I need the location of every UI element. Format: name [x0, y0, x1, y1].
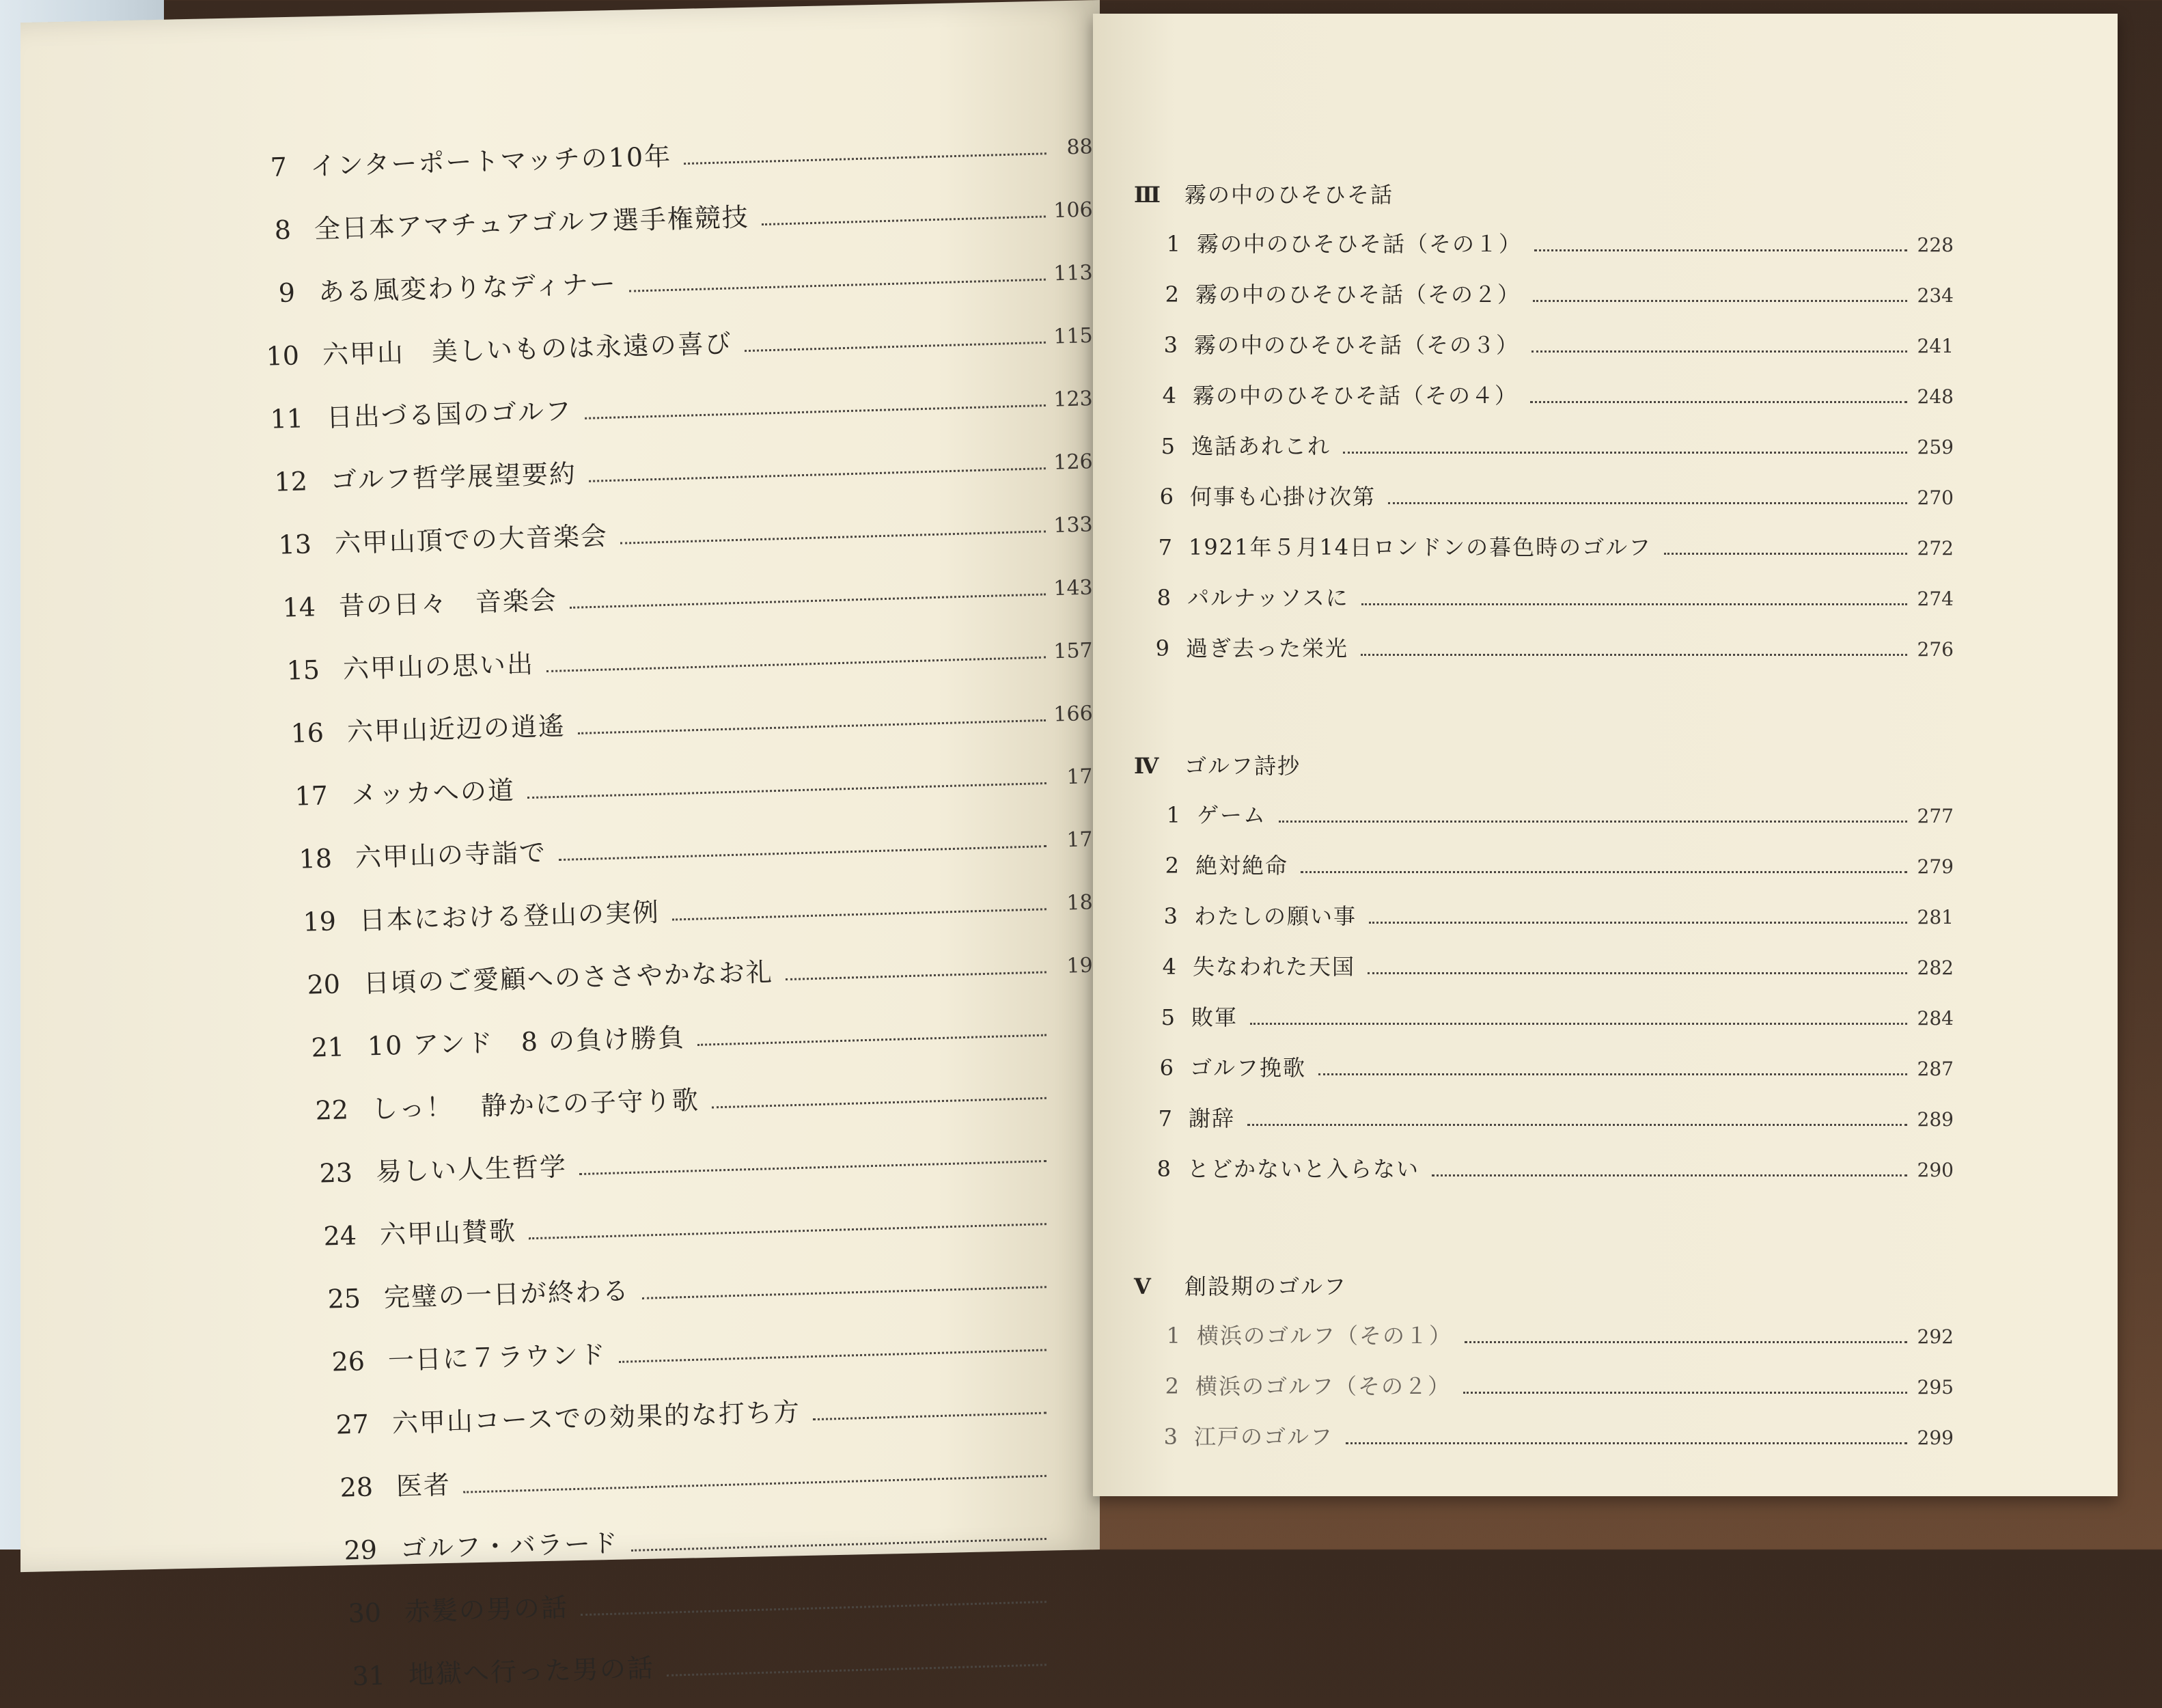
dot-leader: [619, 1349, 1047, 1362]
right-toc-list: [1134, 157, 1954, 1462]
entry-title: 六甲山の思い出: [342, 648, 535, 685]
dot-leader: [620, 530, 1046, 544]
dot-leader: [672, 908, 1047, 920]
page-number: 279: [1917, 855, 1954, 878]
section-numeral: Ⅳ: [1134, 753, 1161, 779]
entry-number: 3: [1163, 1424, 1178, 1450]
entry-title: メッカへの道: [350, 775, 516, 810]
page-number: 123: [1053, 387, 1094, 412]
entry-number: 30: [348, 1597, 382, 1629]
entry-number: 16: [290, 717, 324, 749]
dot-leader: [629, 279, 1046, 292]
entry-number: 28: [339, 1472, 374, 1503]
entry-title: 六甲山コースでの効果的な打ち方: [391, 1396, 801, 1439]
entry-title: わたしの願い事: [1194, 903, 1357, 929]
dot-leader: [1346, 1442, 1907, 1444]
entry-title: とどかないと入らない: [1187, 1156, 1420, 1182]
entry-number: 6: [1159, 1055, 1174, 1081]
entry-title: 日本における登山の実例: [359, 897, 661, 936]
toc-entry: [1148, 1411, 1954, 1462]
entry-title: 完璧の一日が終わる: [383, 1276, 630, 1313]
entry-title: ゴルフ・バラード: [400, 1528, 620, 1565]
entry-title: 敗軍: [1191, 1004, 1238, 1030]
toc-entry: [1146, 370, 1954, 421]
page-number: 284: [1917, 1007, 1954, 1030]
entry-title: 全日本アマチュアゴルフ選手権競技: [314, 202, 750, 245]
entry-title: 六甲山の寺詣で: [355, 837, 547, 873]
entry-number: 6: [1159, 484, 1174, 510]
section-spacer: [1134, 674, 1954, 728]
entry-title: 日頃のご愛顧へのささやかなお礼: [363, 956, 774, 999]
page-number: 157: [1053, 638, 1094, 664]
entry-number: 19: [303, 906, 337, 937]
section-numeral: Ⅲ: [1134, 182, 1162, 208]
entry-title: 六甲山頂での大音楽会: [334, 521, 609, 559]
dot-leader: [786, 971, 1047, 980]
entry-number: 8: [274, 215, 292, 245]
entry-number: 9: [1155, 635, 1169, 661]
entry-number: 5: [1161, 433, 1175, 459]
page-number: [1055, 1664, 1093, 1666]
page-number: [1055, 1161, 1093, 1162]
entry-title: インターポートマッチの10年: [309, 141, 672, 182]
dot-leader: [1465, 1341, 1907, 1343]
page-number: 126: [1053, 450, 1094, 475]
page-number: 299: [1917, 1427, 1954, 1449]
entry-title: パルナッソスに: [1187, 585, 1349, 611]
dot-leader: [642, 1286, 1047, 1299]
page-number: [1055, 1224, 1093, 1225]
entry-title: 六甲山賛歌: [379, 1215, 517, 1250]
entry-number: 20: [307, 969, 341, 1000]
dot-leader: [1301, 871, 1907, 873]
entry-title: 昔の日々 音楽会: [338, 585, 558, 622]
entry-number: 22: [315, 1094, 349, 1126]
page-number: 292: [1917, 1325, 1954, 1348]
entry-title: ある風変わりなディナー: [318, 268, 618, 307]
dot-leader: [1463, 1392, 1907, 1394]
page-number: 295: [1917, 1376, 1954, 1399]
dot-leader: [581, 1601, 1047, 1616]
dot-leader: [1368, 972, 1907, 974]
page-number: [1055, 1286, 1093, 1288]
entry-number: 8: [1156, 585, 1171, 611]
page-number: 274: [1917, 588, 1954, 610]
entry-number: 7: [1158, 1105, 1172, 1131]
page-number: 289: [1917, 1108, 1954, 1131]
dot-leader: [1369, 922, 1907, 924]
entry-number: 1: [1166, 802, 1180, 828]
entry-number: 9: [278, 277, 296, 308]
entry-title: 横浜のゴルフ（その２）: [1195, 1373, 1452, 1399]
entry-title: 横浜のゴルフ（その１）: [1197, 1323, 1453, 1349]
dot-leader: [585, 404, 1046, 419]
entry-number: 11: [270, 403, 304, 435]
dot-leader: [1279, 821, 1907, 823]
toc-entry: [1149, 1361, 1954, 1411]
entry-number: 8: [1156, 1156, 1171, 1182]
page-number: 115: [1053, 323, 1094, 349]
dot-leader: [1361, 654, 1907, 656]
toc-entry: [1144, 1043, 1954, 1093]
entry-title: 何事も心掛け次第: [1190, 484, 1376, 510]
entry-number: 1: [1166, 231, 1180, 257]
entry-number: 29: [344, 1534, 378, 1566]
page-number: 241: [1917, 335, 1954, 357]
section-heading: [1134, 728, 1954, 790]
page-number: 277: [1917, 805, 1954, 827]
dot-leader: [529, 1223, 1047, 1239]
entry-number: 3: [1163, 903, 1178, 929]
page-number: 17: [1066, 765, 1094, 790]
dot-leader: [1664, 553, 1907, 555]
entry-number: 7: [270, 152, 288, 182]
dot-leader: [1388, 502, 1907, 504]
dot-leader: [684, 152, 1047, 165]
page-number: 18: [1066, 890, 1094, 915]
page-number: 276: [1917, 638, 1954, 661]
entry-number: 23: [319, 1157, 353, 1189]
toc-entry: [1149, 840, 1954, 891]
entry-title: 失なわれた天国: [1193, 954, 1356, 980]
page-number: [1055, 1476, 1093, 1477]
page-number: 234: [1917, 284, 1954, 307]
toc-entry: [1141, 1144, 1954, 1194]
entry-title: しっ！ 静かにの子守り歌: [371, 1084, 700, 1125]
entry-title: 六甲山近辺の逍遙: [346, 711, 566, 747]
page-number: [1055, 1350, 1093, 1351]
dot-leader: [1534, 249, 1907, 251]
dot-leader: [1532, 350, 1907, 353]
page-number: 133: [1053, 512, 1094, 538]
entry-number: 5: [1161, 1004, 1175, 1030]
entry-number: 3: [1163, 332, 1178, 358]
dot-leader: [1533, 300, 1907, 302]
entry-title: 六甲山 美しいものは永遠の喜び: [322, 328, 733, 370]
page-number: 287: [1917, 1058, 1954, 1080]
toc-entry: [1142, 1093, 1954, 1144]
toc-entry: [1149, 269, 1954, 320]
toc-entry: [1150, 219, 1954, 269]
dot-leader: [1318, 1073, 1907, 1075]
dot-leader: [579, 1160, 1047, 1175]
section-title: ゴルフ詩抄: [1184, 753, 1301, 779]
page-number: 248: [1917, 385, 1954, 408]
entry-title: 医者: [396, 1470, 452, 1502]
section-title: 創設期のゴルフ: [1184, 1273, 1348, 1299]
dot-leader: [667, 1664, 1047, 1677]
entry-title: 江戸のゴルフ: [1194, 1424, 1334, 1450]
entry-number: 1: [1166, 1323, 1180, 1349]
entry-title: ゲーム: [1197, 802, 1267, 828]
page-number: 270: [1917, 486, 1954, 509]
page-number: 272: [1917, 537, 1954, 560]
page-number: [1055, 1413, 1093, 1414]
entry-title: 一日に７ラウンド: [387, 1339, 607, 1376]
page-number: 290: [1917, 1159, 1954, 1181]
dot-leader: [762, 215, 1046, 225]
toc-entry: [1139, 623, 1954, 674]
dot-leader: [712, 1097, 1047, 1109]
entry-title: 過ぎ去った栄光: [1186, 635, 1349, 661]
dot-leader: [559, 845, 1047, 861]
entry-number: 27: [335, 1409, 370, 1440]
entry-title: 逸話あれこれ: [1191, 433, 1331, 459]
entry-number: 18: [299, 843, 333, 874]
entry-number: 2: [1165, 281, 1179, 307]
page-number: 281: [1917, 906, 1954, 928]
dot-leader: [1247, 1124, 1907, 1126]
dot-leader: [578, 719, 1046, 734]
entry-number: 2: [1165, 1373, 1179, 1399]
toc-entry: [1148, 320, 1954, 370]
entry-number: 7: [1158, 534, 1172, 560]
toc-entry: [1148, 891, 1954, 941]
page-number: 228: [1917, 234, 1954, 256]
entry-title: 赤髪の男の話: [404, 1592, 569, 1627]
entry-number: 12: [274, 466, 308, 497]
entry-title: 謝辞: [1189, 1105, 1236, 1131]
page-number: [1055, 1035, 1093, 1036]
page-number: 106: [1053, 197, 1094, 223]
entry-title: 霧の中のひそひそ話（その４）: [1193, 383, 1519, 409]
dot-leader: [1343, 452, 1907, 454]
toc-entry: [1144, 471, 1954, 522]
toc-entry: [1145, 421, 1954, 471]
entry-title: 易しい人生哲学: [375, 1151, 568, 1187]
entry-title: 絶対絶命: [1195, 853, 1289, 879]
dot-leader: [1432, 1174, 1907, 1176]
dot-leader: [1530, 401, 1907, 403]
page-number: [1055, 1098, 1093, 1099]
entry-title: 地獄へ行った男の話: [408, 1653, 655, 1690]
entry-number: 2: [1165, 853, 1179, 879]
dot-leader: [570, 593, 1046, 608]
dot-leader: [813, 1412, 1047, 1421]
page-number: [1055, 1539, 1093, 1540]
entry-number: 14: [282, 592, 316, 623]
entry-title: 1921年５月14日ロンドンの暮色時のゴルフ: [1189, 534, 1652, 560]
page-number: 17: [1066, 827, 1094, 853]
section-heading: [1134, 157, 1954, 219]
page-number: 88: [1066, 135, 1094, 160]
section-numeral: Ⅴ: [1134, 1273, 1152, 1299]
entry-number: 13: [278, 529, 312, 560]
entry-number: 10: [266, 340, 300, 372]
toc-entry: [1150, 1310, 1954, 1361]
entry-number: 21: [311, 1032, 345, 1063]
dot-leader: [463, 1475, 1047, 1493]
entry-number: 15: [286, 655, 320, 686]
entry-title: 霧の中のひそひそ話（その３）: [1194, 332, 1520, 358]
page-number: 113: [1053, 260, 1094, 286]
section-heading: [1134, 1249, 1954, 1310]
toc-entry: [1145, 992, 1954, 1043]
entry-number: 26: [331, 1346, 365, 1377]
entry-number: 31: [352, 1660, 386, 1692]
entry-number: 24: [323, 1220, 357, 1252]
entry-number: 4: [1162, 954, 1176, 980]
left-toc-list: [246, 137, 1093, 1708]
page-number: 143: [1053, 575, 1094, 601]
page-number: 19: [1066, 953, 1094, 978]
entry-number: 17: [294, 780, 329, 812]
entry-title: ゴルフ哲学展望要約: [330, 458, 577, 496]
entry-title: 霧の中のひそひそ話（その２）: [1195, 281, 1521, 307]
dot-leader: [697, 1034, 1047, 1046]
dot-leader: [1250, 1023, 1907, 1025]
toc-entry: [1141, 573, 1954, 623]
page-number: 282: [1917, 956, 1954, 979]
toc-entry: [1146, 941, 1954, 992]
toc-entry: [1150, 790, 1954, 840]
entry-title: ゴルフ挽歌: [1190, 1055, 1307, 1081]
dot-leader: [589, 467, 1046, 482]
dot-leader: [527, 782, 1047, 799]
page-number: 259: [1917, 436, 1954, 458]
dot-leader: [1361, 603, 1907, 605]
dot-leader: [546, 657, 1046, 672]
section-title: 霧の中のひそひそ話: [1184, 182, 1394, 208]
entry-title: 日出づる国のゴルフ: [326, 396, 573, 433]
entry-title: 霧の中のひそひそ話（その１）: [1197, 231, 1523, 257]
dot-leader: [745, 342, 1046, 352]
entry-number: 4: [1162, 383, 1176, 409]
entry-title: 10 アンド 8 の負け勝負: [367, 1022, 686, 1062]
toc-entry: [1142, 522, 1954, 573]
page-number: 166: [1053, 701, 1094, 727]
section-spacer: [1134, 1194, 1954, 1249]
entry-number: 25: [327, 1283, 361, 1314]
page-number: [1055, 1601, 1093, 1603]
